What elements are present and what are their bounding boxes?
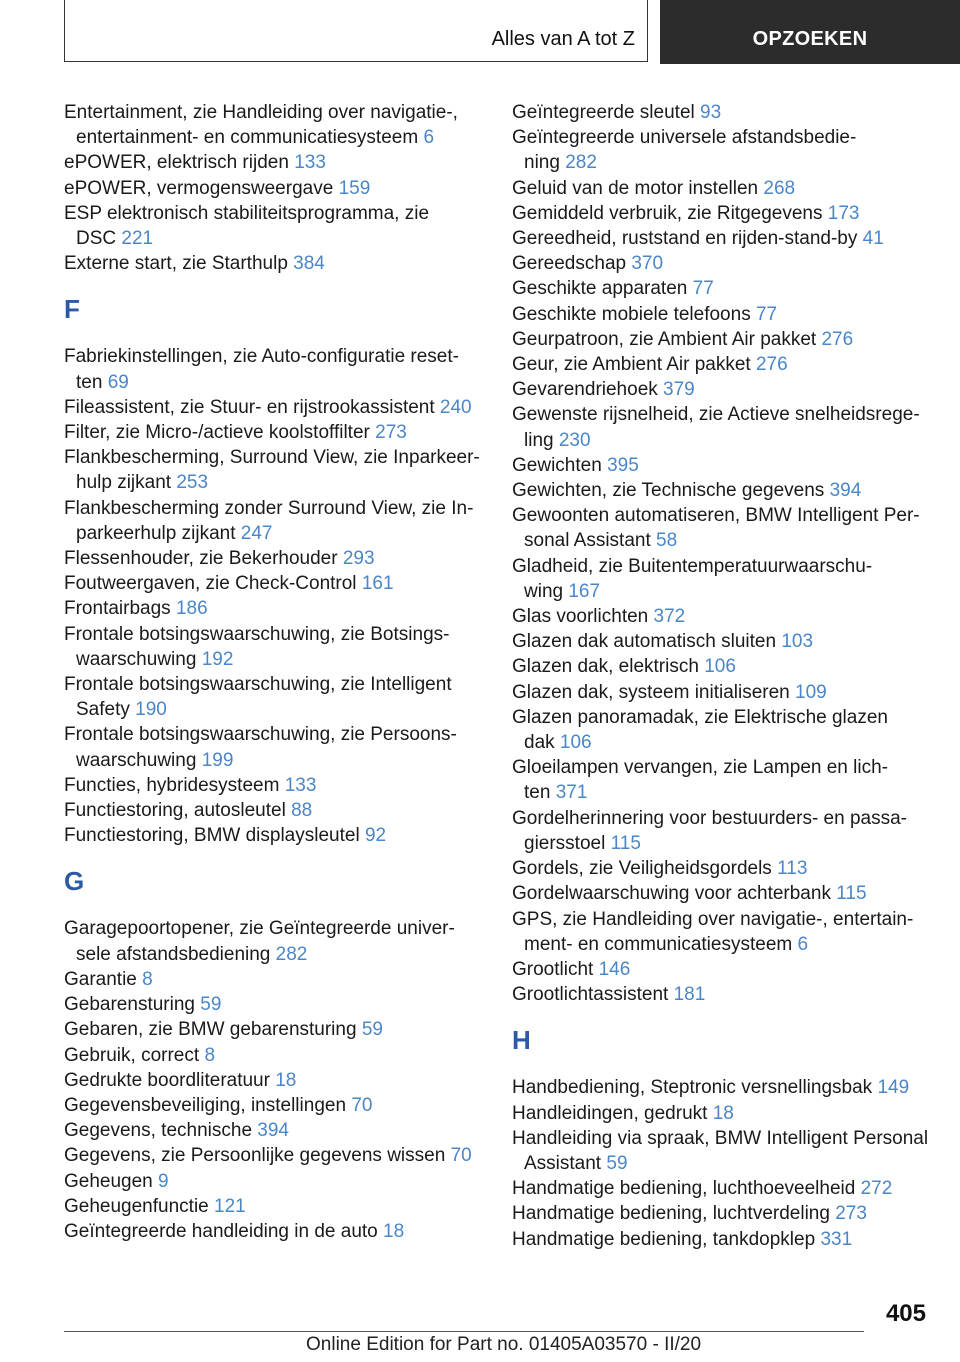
- entry-text: Gloeilampen vervangen, zie Lampen en lich-: [512, 757, 888, 779]
- index-entry: [512, 1075, 932, 1100]
- index-entry: [512, 907, 932, 957]
- entry-text: sonal Assistant: [524, 530, 651, 552]
- entry-text: ment- en communicatiesysteem: [524, 933, 793, 955]
- page-link[interactable]: 109: [795, 681, 827, 703]
- index-entry: [512, 302, 932, 327]
- entry-text: parkeerhulp zijkant: [76, 522, 236, 544]
- entry-text: GPS, zie Handleiding over navigatie-, entertain-: [512, 908, 914, 930]
- entry-text: Glazen panoramadak, zie Elektrische glazen: [512, 706, 888, 728]
- index-entry: [512, 201, 932, 226]
- index-entry: [64, 251, 480, 276]
- index-entry: [512, 377, 932, 402]
- entry-text: Gevarendriehoek: [512, 379, 658, 401]
- index-entry: [512, 856, 932, 881]
- entry-text: Gewenste rijsnelheid, zie Actieve snelheidsrege-: [512, 404, 920, 426]
- page-link[interactable]: 230: [558, 429, 591, 451]
- page-link[interactable]: 106: [559, 732, 592, 754]
- index-entry: [64, 150, 480, 175]
- entry-text: Glazen dak, systeem initialiseren: [512, 681, 790, 703]
- entry-text: Gebaren, zie BMW gebarensturing: [64, 1019, 357, 1041]
- entry-text: hulp zijkant: [76, 472, 172, 494]
- index-entry: [512, 402, 932, 452]
- page-link[interactable]: 379: [663, 379, 695, 401]
- index-entry: [64, 201, 480, 251]
- page-link[interactable]: 181: [673, 984, 706, 1006]
- index-entry: [512, 327, 932, 352]
- page-link[interactable]: 276: [821, 328, 854, 350]
- section-tab-label: Alles van A tot Z: [491, 28, 635, 50]
- index-entry: [512, 755, 932, 805]
- index-entry: [512, 881, 932, 906]
- entry-text: Garantie: [64, 968, 137, 990]
- page-link[interactable]: 93: [700, 102, 722, 123]
- entry-text: Gereedheid, ruststand en rijden-stand-by: [512, 228, 858, 250]
- index-entry: [64, 1017, 480, 1042]
- page-link[interactable]: 282: [275, 943, 308, 965]
- index-entry: [64, 546, 480, 571]
- entry-text: Gemiddeld verbruik, zie Ritgegevens: [512, 202, 823, 224]
- index-entry: [64, 823, 480, 848]
- entry-text: Garagepoortopener, zie Geïntegreerde univer-: [64, 918, 455, 940]
- page-link[interactable]: 272: [860, 1178, 893, 1200]
- page-link[interactable]: 69: [107, 371, 129, 393]
- page-link[interactable]: 88: [291, 800, 313, 822]
- entry-text: Flessenhouder, zie Bekerhouder: [64, 548, 338, 570]
- page-link[interactable]: 59: [361, 1019, 383, 1041]
- page-link[interactable]: 8: [204, 1044, 216, 1066]
- index-entry: [64, 1169, 480, 1194]
- page-link[interactable]: 6: [797, 933, 809, 955]
- index-entry: [512, 806, 932, 856]
- page-link[interactable]: 59: [200, 994, 222, 1016]
- section-letter: G: [64, 866, 85, 897]
- entry-text: Flankbescherming zonder Surround View, zie In-: [64, 497, 474, 519]
- entry-text: Frontale botsingswaarschuwing, zie Persoons-: [64, 724, 457, 746]
- index-entry: [512, 1227, 932, 1252]
- page-link[interactable]: 167: [568, 580, 601, 602]
- entry-text: Geheugen: [64, 1170, 153, 1192]
- entry-text: Foutweergaven, zie Check-Control: [64, 573, 357, 595]
- page-link[interactable]: 273: [375, 422, 407, 444]
- entry-text: Geurpatroon, zie Ambient Air pakket: [512, 328, 817, 350]
- entry-text: Handleiding via spraak, BMW Intelligent Personal: [512, 1127, 929, 1149]
- entry-text: Filter, zie Micro-/actieve koolstoffilter: [64, 422, 370, 444]
- page-link[interactable]: 146: [598, 958, 631, 980]
- page-link[interactable]: 58: [656, 530, 678, 552]
- entry-text: Gereedschap: [512, 253, 627, 275]
- index-entry: [512, 453, 932, 478]
- entry-text: Handmatige bediening, luchthoeveelheid: [512, 1178, 856, 1200]
- index-entry: [512, 604, 932, 629]
- index-entry: [512, 680, 932, 705]
- entry-text: Externe start, zie Starthulp: [64, 253, 288, 275]
- entry-text: Gebarensturing: [64, 994, 195, 1016]
- index-entry: [64, 798, 480, 823]
- entry-text: ling: [524, 429, 554, 451]
- index-entry: [64, 100, 480, 150]
- page-link[interactable]: 199: [201, 749, 234, 771]
- entry-text: Functies, hybridesysteem: [64, 774, 280, 796]
- entry-text: Gebruik, correct: [64, 1044, 200, 1066]
- page-link[interactable]: 106: [704, 656, 736, 678]
- index-entry: [512, 276, 932, 301]
- index-entry: [512, 251, 932, 276]
- index-entry: [64, 722, 480, 772]
- entry-text: ePOWER, vermogensweergave: [64, 177, 334, 199]
- entry-text: Gewichten: [512, 454, 602, 476]
- index-entry: [512, 705, 932, 755]
- index-entry: [64, 420, 480, 445]
- index-entry: [64, 967, 480, 992]
- page-link[interactable]: 115: [610, 832, 641, 854]
- page-link[interactable]: 70: [351, 1094, 373, 1116]
- page-link[interactable]: 159: [338, 177, 371, 199]
- page-link[interactable]: 113: [777, 858, 808, 880]
- index-entry: [512, 478, 932, 503]
- page-number: 405: [885, 1300, 926, 1327]
- entry-text: Handbediening, Steptronic versnellingsbak: [512, 1077, 873, 1099]
- index-column-left: [64, 100, 480, 1244]
- page-link[interactable]: 273: [835, 1203, 867, 1225]
- entry-text: Gladheid, zie Buitentemperatuurwaarschu-: [512, 555, 873, 577]
- page-link[interactable]: 92: [364, 825, 387, 847]
- index-entry: [64, 1219, 480, 1244]
- entry-text: Functiestoring, BMW displaysleutel: [64, 825, 360, 847]
- page-link[interactable]: 253: [176, 472, 209, 494]
- section-letter: H: [512, 1025, 531, 1056]
- entry-text: Glas voorlichten: [512, 606, 649, 628]
- index-entry: [64, 596, 480, 621]
- entry-text: Gegevensbeveiliging, instellingen: [64, 1094, 347, 1116]
- entry-text: Handmatige bediening, luchtverdeling: [512, 1203, 830, 1225]
- index-entry: [64, 1068, 480, 1093]
- entry-text: Glazen dak, elektrisch: [512, 656, 699, 678]
- page-link[interactable]: 282: [565, 152, 597, 174]
- entry-text: Gewoonten automatiseren, BMW Intelligent Per-: [512, 505, 920, 527]
- page-link[interactable]: 240: [439, 396, 472, 418]
- entry-text: Fileassistent, zie Stuur- en rijstrookassistent: [64, 396, 435, 418]
- page-link[interactable]: 161: [361, 573, 394, 595]
- page-link[interactable]: 149: [877, 1077, 910, 1099]
- search-tab[interactable]: [660, 0, 960, 64]
- index-entry: [64, 1043, 480, 1068]
- page-link[interactable]: 370: [631, 253, 664, 275]
- entry-text: Geïntegreerde universele afstandsbedie-: [512, 127, 857, 149]
- index-entry: [64, 571, 480, 596]
- index-entry: [64, 1093, 480, 1118]
- entry-text: Gegevens, zie Persoonlijke gegevens wissen: [64, 1145, 446, 1167]
- entry-text: Glazen dak automatisch sluiten: [512, 631, 777, 653]
- index-entry: [64, 622, 480, 672]
- page-link[interactable]: 6: [423, 127, 435, 149]
- entry-text: Gordelherinnering voor bestuurders- en passa-: [512, 807, 907, 829]
- entry-text: Assistant: [524, 1152, 602, 1174]
- index-entry: [64, 1143, 480, 1168]
- index-entry: [512, 352, 932, 377]
- entry-text: Entertainment, zie Handleiding over navigatie-,: [64, 102, 458, 123]
- entry-text: Frontairbags: [64, 598, 171, 620]
- index-entry: [64, 344, 480, 394]
- page-link[interactable]: 395: [607, 454, 639, 476]
- entry-text: Handleidingen, gedrukt: [512, 1102, 708, 1124]
- index-entry: [512, 554, 932, 604]
- index-column-right: [512, 100, 932, 1252]
- page-link[interactable]: 221: [121, 228, 154, 250]
- page-link[interactable]: 190: [135, 699, 167, 721]
- page-link[interactable]: 77: [692, 278, 714, 300]
- entry-text: Grootlichtassistent: [512, 984, 669, 1006]
- entry-text: Flankbescherming, Surround View, zie Inparkeer-: [64, 447, 480, 469]
- entry-text: Frontale botsingswaarschuwing, zie Intelligent: [64, 674, 452, 696]
- index-entry: [64, 1194, 480, 1219]
- page-link[interactable]: 268: [763, 177, 796, 199]
- entry-text: Handmatige bediening, tankdopklep: [512, 1228, 816, 1250]
- entry-text: Geïntegreerde handleiding in de auto: [64, 1220, 378, 1242]
- page-link[interactable]: 115: [836, 883, 867, 905]
- section-tab[interactable]: [64, 0, 648, 62]
- page-link[interactable]: 18: [712, 1102, 734, 1124]
- page-link[interactable]: 8: [142, 968, 153, 990]
- entry-text: ESP elektronisch stabiliteitsprogramma, zie: [64, 202, 430, 224]
- entry-text: Geschikte apparaten: [512, 278, 688, 300]
- index-entry: [64, 916, 480, 966]
- entry-text: Geur, zie Ambient Air pakket: [512, 354, 751, 376]
- page-link[interactable]: 276: [755, 354, 788, 376]
- entry-text: sele afstandsbediening: [76, 943, 271, 965]
- page-link[interactable]: 9: [158, 1170, 169, 1192]
- index-entry: [64, 176, 480, 201]
- page-link[interactable]: 293: [342, 548, 375, 570]
- index-entry: [512, 176, 932, 201]
- entry-text: Functiestoring, autosleutel: [64, 800, 286, 822]
- index-entry: [512, 100, 932, 125]
- index-entry: [512, 1176, 932, 1201]
- index-entry: [512, 654, 932, 679]
- page-link[interactable]: 70: [450, 1145, 472, 1167]
- page-link[interactable]: 18: [383, 1220, 405, 1242]
- entry-text: Grootlicht: [512, 958, 594, 980]
- index-entry: [64, 1118, 480, 1143]
- page-link[interactable]: 192: [201, 648, 234, 670]
- entry-text: waarschuwing: [76, 648, 197, 670]
- page-link[interactable]: 133: [294, 152, 326, 174]
- page-link[interactable]: 394: [257, 1120, 289, 1142]
- page-header: [64, 0, 960, 64]
- index-entry: [64, 445, 480, 495]
- page-link[interactable]: 186: [175, 598, 208, 620]
- index-entry: [64, 395, 480, 420]
- page-link[interactable]: 173: [827, 202, 860, 224]
- page-link[interactable]: 371: [555, 782, 588, 804]
- index-entry: [64, 496, 480, 546]
- entry-text: Safety: [76, 699, 130, 721]
- entry-text: Frontale botsingswaarschuwing, zie Botsings-: [64, 623, 450, 645]
- entry-text: ePOWER, elektrisch rijden: [64, 152, 289, 174]
- page-link[interactable]: 331: [820, 1228, 853, 1250]
- entry-text: ning: [524, 152, 560, 174]
- entry-text: entertainment- en communicatiesysteem: [76, 127, 419, 149]
- index-entry: [64, 773, 480, 798]
- footer-divider: [64, 1331, 864, 1332]
- page-link[interactable]: 247: [240, 522, 273, 544]
- page-link[interactable]: 133: [284, 774, 317, 796]
- entry-text: ten: [524, 782, 551, 804]
- index-entry: [64, 992, 480, 1017]
- entry-text: Gordels, zie Veiligheidsgordels: [512, 858, 772, 880]
- index-entry: [64, 672, 480, 722]
- entry-text: waarschuwing: [76, 749, 197, 771]
- entry-text: Geheugenfunctie: [64, 1195, 209, 1217]
- index-entry: [512, 957, 932, 982]
- entry-text: DSC: [76, 228, 117, 250]
- page-link[interactable]: 59: [606, 1152, 628, 1174]
- entry-text: Fabriekinstellingen, zie Auto-configuratie reset-: [64, 346, 459, 368]
- page-link[interactable]: 394: [829, 480, 862, 502]
- entry-text: Geluid van de motor instellen: [512, 177, 759, 199]
- page-link[interactable]: 121: [214, 1195, 246, 1217]
- entry-text: Geïntegreerde sleutel: [512, 102, 695, 123]
- page-link[interactable]: 18: [275, 1069, 297, 1091]
- page-link[interactable]: 41: [862, 228, 884, 250]
- entry-text: dak: [524, 732, 555, 754]
- entry-text: Gegevens, technische: [64, 1120, 253, 1142]
- section-letter: F: [64, 294, 80, 325]
- entry-text: wing: [524, 580, 564, 602]
- page-link[interactable]: 372: [653, 606, 686, 628]
- entry-text: Geschikte mobiele telefoons: [512, 303, 751, 325]
- page-link[interactable]: 384: [293, 253, 325, 275]
- page-link[interactable]: 103: [781, 631, 814, 653]
- search-tab-label: OPZOEKEN: [752, 28, 868, 50]
- entry-text: ten: [76, 371, 103, 393]
- edition-text: Online Edition for Part no. 01405A03570 - II/20: [306, 1334, 702, 1355]
- index-entry: [512, 1126, 932, 1176]
- index-entry: [512, 1201, 932, 1226]
- index-entry: [512, 629, 932, 654]
- index-entry: [512, 1101, 932, 1126]
- page-link[interactable]: 77: [755, 303, 778, 325]
- entry-text: Gordelwaarschuwing voor achterbank: [512, 883, 831, 905]
- entry-text: Gedrukte boordliteratuur: [64, 1069, 270, 1091]
- entry-text: giersstoel: [524, 832, 606, 854]
- entry-text: Gewichten, zie Technische gegevens: [512, 480, 825, 502]
- index-entry: [512, 503, 932, 553]
- index-entry: [512, 226, 932, 251]
- index-entry: [512, 982, 932, 1007]
- index-entry: [512, 125, 932, 175]
